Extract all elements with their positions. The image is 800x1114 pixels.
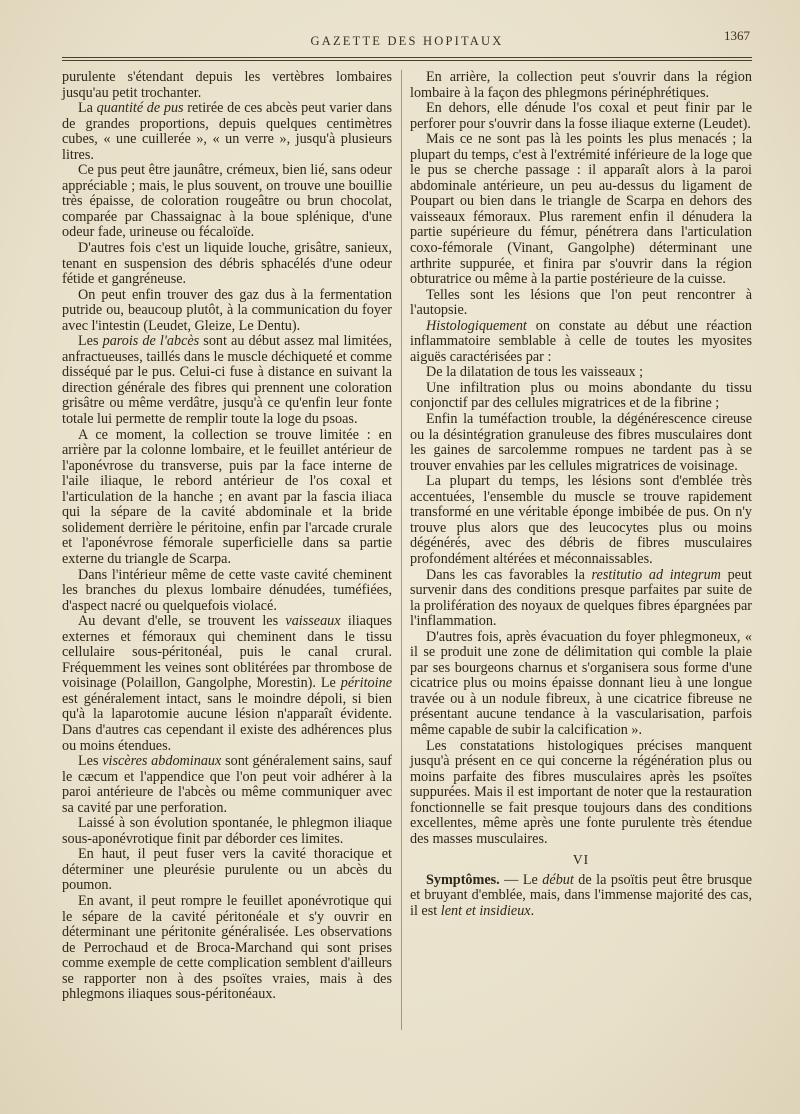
emphasis: quantité de pus (96, 100, 184, 117)
paragraph: En haut, il peut fuser vers la cavité thoracique et déterminer une pleurésie purulente ou un abcès du poumon. (62, 846, 392, 894)
paragraph: La plupart du temps, les lésions sont d'emblée très accentuées, l'ensemble du muscle se trouve rapidement transformé en une véritable éponge imbibée de pus. On n'y trouve plus alors que des leucocytes plus ou moins dégénérés, avec des débris de fibres musculaires profondément altérées et méconnaissables. (410, 473, 752, 567)
left-column (62, 70, 392, 1003)
header-rule (62, 57, 752, 58)
paragraph: A ce moment, la collection se trouve limitée : en arrière par la colonne lombaire, et le feuillet antérieur de l'aponévrose du transverse, puis par la face interne de l'aile iliaque, le rebord antérieur de l'os coxal et l'articulation de la hanche ; en avant par la fascia iliaca qui la sépare de la cavité abdominale et la bride solidement derrière le péritoine, enfin par l'arcade crurale et l'aponévrose fémorale superficielle dans sa partie externe du triangle de Scarpa. (62, 426, 392, 567)
section-heading: Symptômes. (426, 871, 500, 888)
paragraph: Telles sont les lésions que l'on peut rencontrer à l'autopsie. (410, 286, 752, 319)
paragraph: Les constatations histologiques précises manquent jusqu'à présent en ce qui concerne la régénération plus ou moins parfaite des fibres musculaires après les psoïtes suppurées. Mais il est important de noter que la restauration fonctionnelle se fait presque toujours dans des conditions excellentes, même après une fonte purulente très étendue des masses musculaires. (410, 737, 752, 847)
paragraph: En dehors, elle dénude l'os coxal et peut finir par le perforer pour s'ouvrir dans la fosse iliaque externe (Leudet). (410, 100, 752, 132)
paragraph: Au devant d'elle, se trouvent les vaisseaux iliaques externes et fémoraux qui cheminent dans le tissu cellulaire sous-péritonéal, puis le canal crural. Fréquemment les veines sont oblitérées par thrombose de voisinage (Polaillon, Gangolphe, Morestin). Le péritoine est généralement intact, sans le moindre dépoli, si bien qu'à la laparotomie aucune lésion n'apparaît évidente. Dans d'autres cas cependant il existe des adhérences plus ou moins étendues. (62, 613, 392, 754)
paragraph: Mais ce ne sont pas là les points les plus menacés ; la plupart du temps, c'est à l'extrémité inférieure de la loge que le pus se cherche passage : il apparaît alors à la paroi abdominale antérieure, un peu au-dessus du ligament de Poupart ou bien dans le triangle de Scarpa en dehors des vaisseaux fémoraux. Plus rarement enfin il dénudera la partie supérieure du fémur, pénétrera dans l'articulation coxo-fémorale (Vinant, Gangolphe) déterminant une arthrite suppurée, et finira par s'ouvrir dans la région obturatrice ou même à la partie postérieure de la cuisse. (410, 131, 752, 288)
emphasis: lent et insidieux (440, 902, 531, 919)
right-column (410, 70, 752, 920)
paragraph: Laissé à son évolution spontanée, le phlegmon iliaque sous-aponévrotique finit par déborder ces limites. (62, 815, 392, 847)
header-rule-double (62, 60, 752, 61)
paragraph: Une infiltration plus ou moins abondante du tissu conjonctif par des cellules migratrices et de la fibrine ; (410, 379, 752, 412)
running-head: GAZETTE DES HOPITAUX (310, 34, 504, 48)
emphasis: Histologiquement (426, 317, 527, 334)
paragraph: Histologiquement on constate au début une réaction inflammatoire semblable à celle de toutes les myosites aiguës caractérisées par : (410, 317, 752, 365)
paragraph: De la dilatation de tous les vaisseaux ; (426, 364, 644, 381)
paragraph: En avant, il peut rompre le feuillet aponévrotique qui le sépare de la cavité péritonéale et s'y ouvrir en déterminant une péritonite généralisée. Les observations de Perrochaud et de Broca-Marchand qui sont prises comme exemple de cette complication semblent d'ailleurs se rapporter non à des psoïtes vraies, mais à des phlegmons iliaques sous-péritonéaux. (62, 892, 392, 1003)
paragraph: D'autres fois c'est un liquide louche, grisâtre, sanieux, tenant en suspension des débris sphacélés d'une odeur fétide et gangréneuse. (62, 240, 392, 288)
paragraph: Dans l'intérieur même de cette vaste cavité cheminent les branches du plexus lombaire dénudées, tuméfiées, d'aspect nacré ou quelquefois violacé. (62, 566, 392, 614)
paragraph: Les viscères abdominaux sont généralement sains, sauf le cæcum et l'appendice que l'on peut voir adhérer à la paroi antérieure de l'abcès ou même communiquer avec sa cavité par une perforation. (62, 753, 392, 816)
paragraph: purulente s'étendant depuis les vertèbres lombaires jusqu'au petit trochanter. (62, 69, 392, 101)
emphasis: parois de l'abcès (102, 333, 200, 350)
emphasis: péritoine (340, 675, 392, 692)
paragraph: En arrière, la collection peut s'ouvrir dans la région lombaire à la façon des phlegmons périnéphrétiques. (410, 69, 752, 101)
paragraph: Symptômes. — Le début de la psoïtis peut être brusque et bruyant d'emblée, mais, dans l'immense majorité des cas, il est lent et insidieux. (410, 871, 752, 919)
emphasis: vaisseaux (285, 613, 341, 630)
paragraph: Enfin la tuméfaction trouble, la dégénérescence cireuse ou la désintégration granuleuse des fibres musculaires dont les gaines de sarcolemme rompues ne tardent pas à se trouver envahies par les cellules migratrices de voisinage. (410, 411, 752, 474)
paragraph: Les parois de l'abcès sont au début assez mal limitées, anfractueuses, taillés dans le muscle déchiqueté et comme disséqué par le pus. Celui-ci fuse à distance en suivant la direction générale des fibres qui prennent une coloration grisâtre ou même verdâtre, jusqu'à ce qu'enfin leur fonte totale lui permette de remplir toute la loge du psoas. (62, 333, 392, 428)
paragraph: Dans les cas favorables la restitutio ad integrum peut survenir dans des conditions presque parfaites par suite de la prolifération des noyaux de quelques fibres épargnées par l'inflammation. (410, 566, 752, 630)
column-divider (401, 70, 402, 1030)
paragraph: On peut enfin trouver des gaz dus à la fermentation putride ou, beaucoup plutôt, à la communication du foyer avec l'intestin (Leudet, Gleize, Le Dentu). (62, 286, 392, 334)
page-number: 1367 (724, 28, 750, 43)
page-header (62, 22, 752, 52)
emphasis: début (542, 871, 574, 888)
section-number: VI (572, 852, 590, 868)
paragraph: La quantité de pus retirée de ces abcès peut varier dans de grandes proportions, depuis quelques centimètres cubes, « une cuillerée », « un verre », jusqu'à plusieurs litres. (62, 100, 392, 163)
paragraph: Ce pus peut être jaunâtre, crémeux, bien lié, sans odeur appréciable ; mais, le plus souvent, on trouve une bouillie très épaisse, de coloration rougeâtre ou brun chocolat, comparée par Chassaignac à la boue splénique, d'une odeur fade, urineuse ou fécaloïde. (62, 162, 392, 241)
paragraph: D'autres fois, après évacuation du foyer phlegmoneux, « il se produit une zone de délimitation qui comble la plaie par ses bourgeons charnus et s'organisera sous forme d'une cicatrice plus ou moins épaisse donnant lieu à une longue travée ou à un nodule fibreux, à une cicatrice fibreuse ne présentant aucune tendance à la vascularisation, parfois même capable de subir la calcification ». (410, 628, 752, 738)
emphasis: restitutio ad integrum (591, 566, 721, 583)
emphasis: viscères abdominaux (102, 753, 222, 770)
